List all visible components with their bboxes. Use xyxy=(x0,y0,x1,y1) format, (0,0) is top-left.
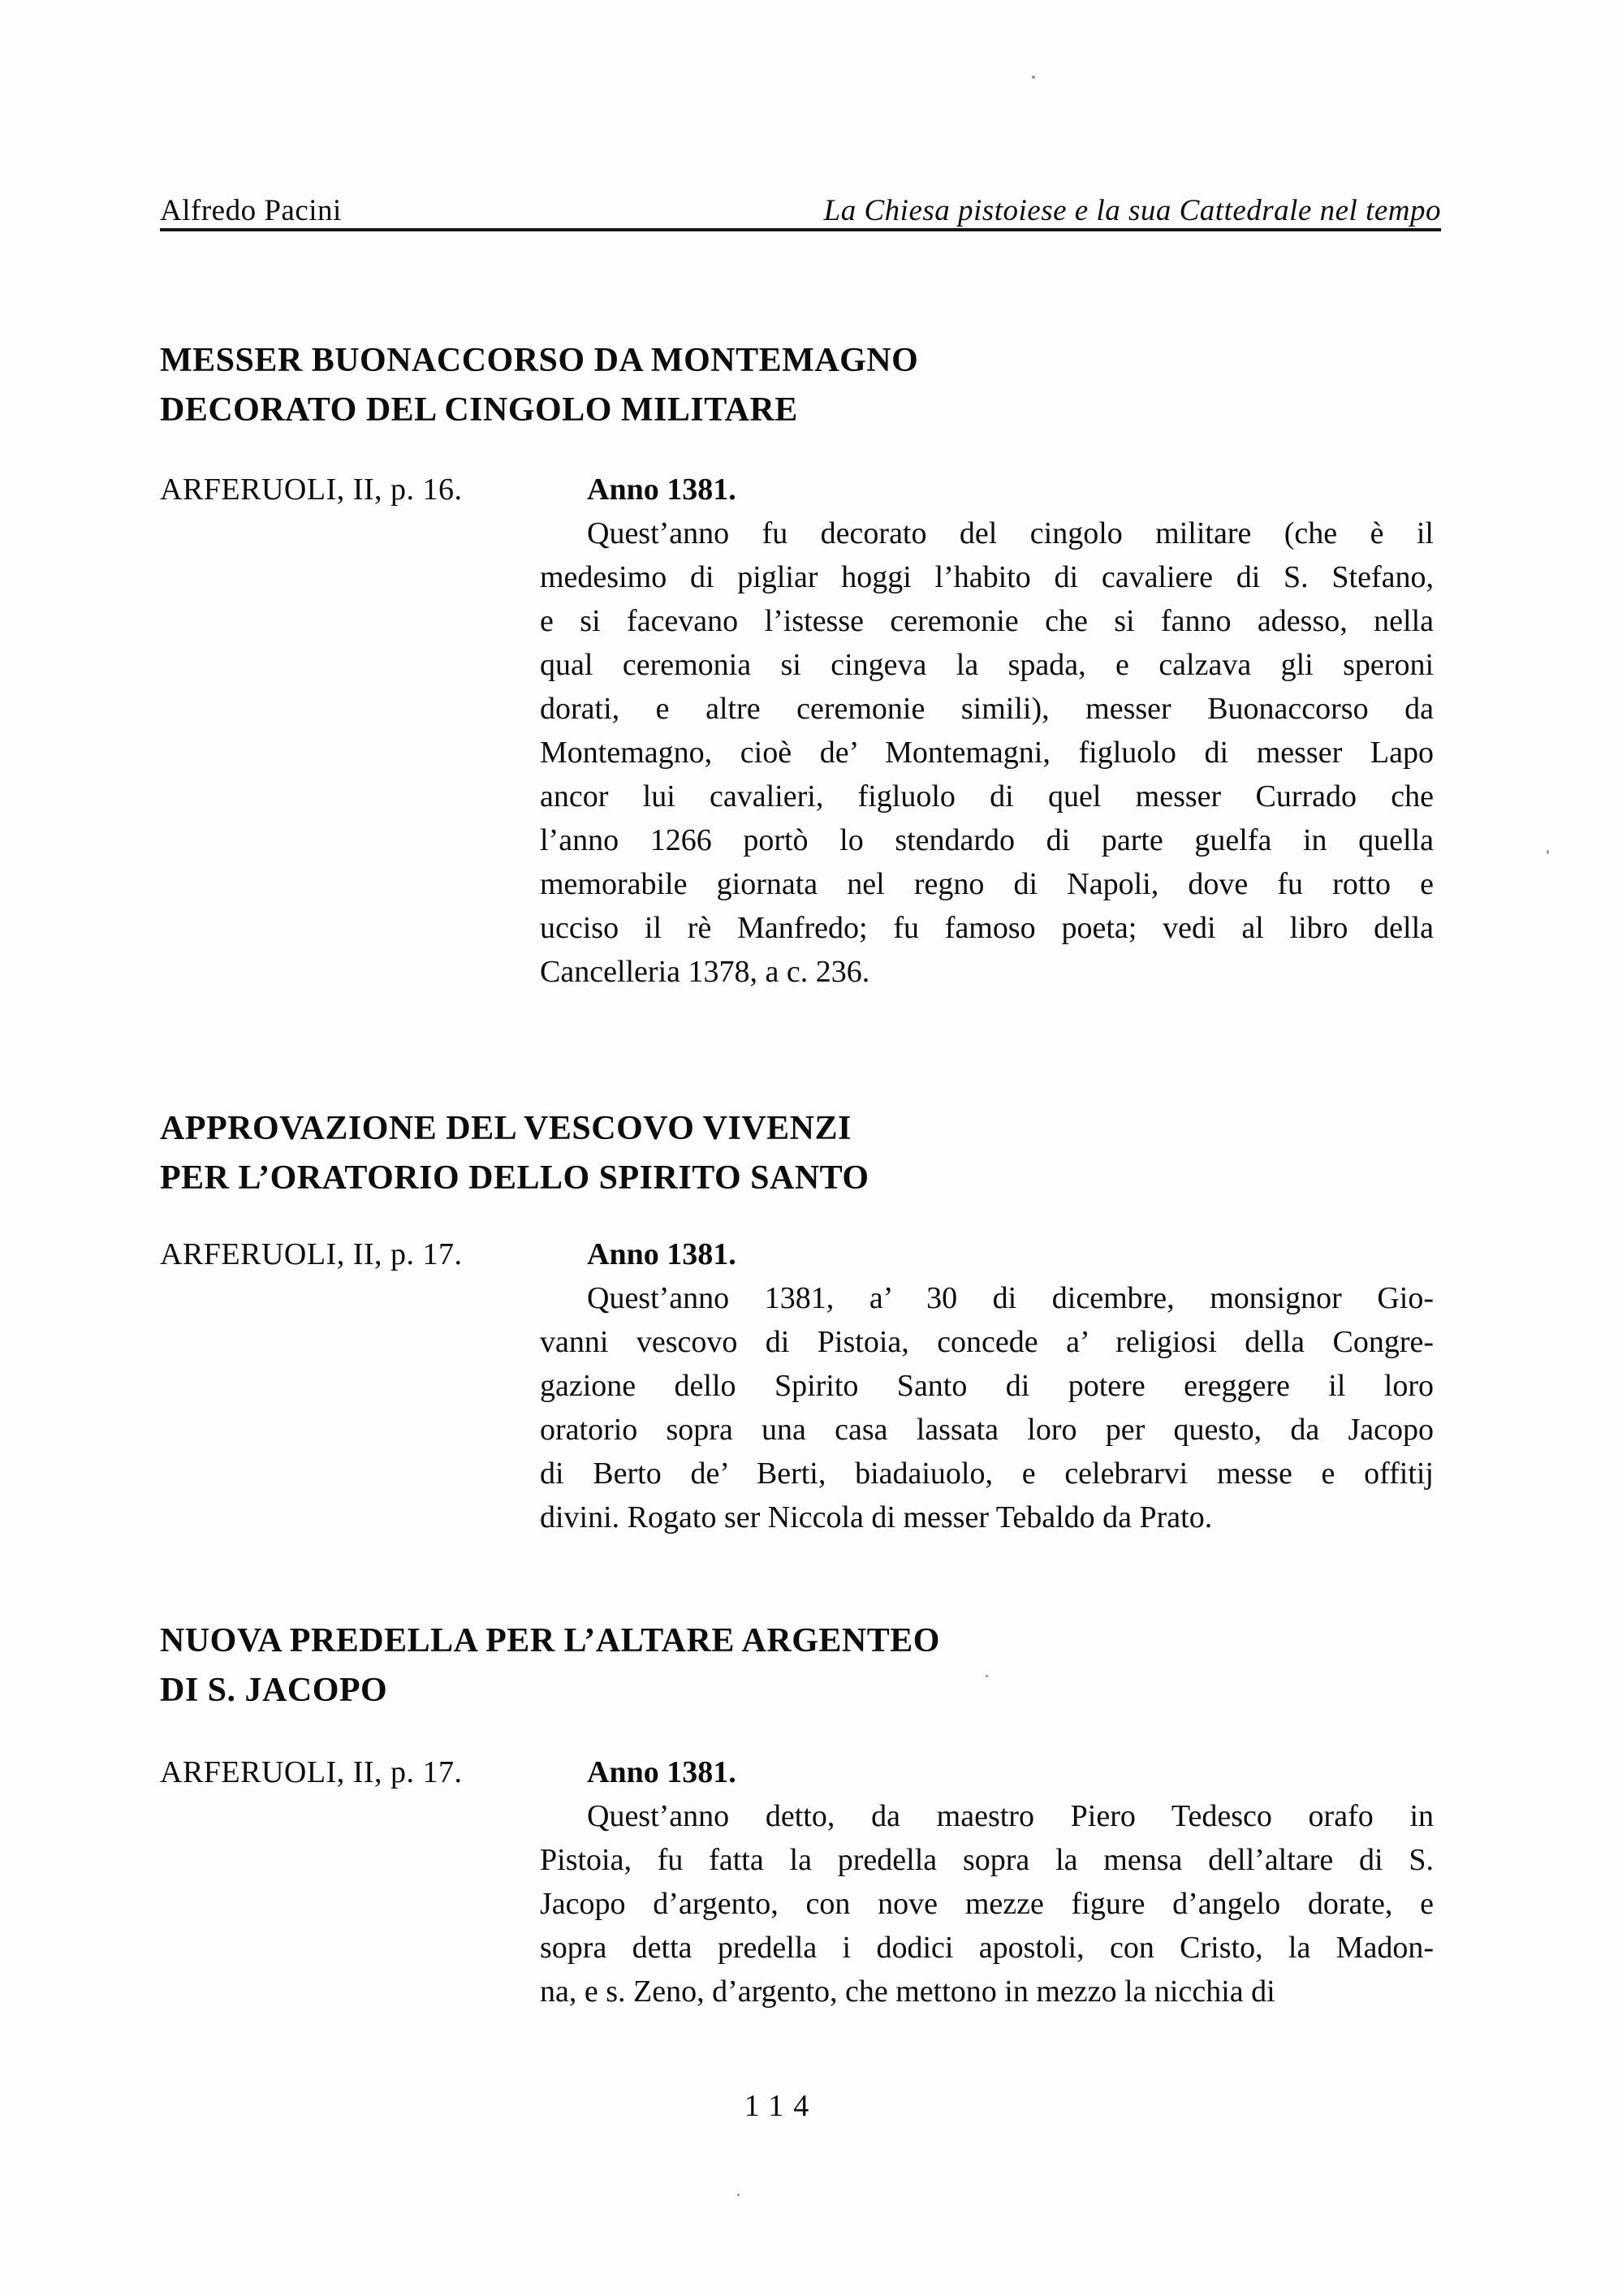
running-header-author: Alfredo Pacini xyxy=(160,194,342,227)
section-heading-line: MESSER BUONACCORSO DA MONTEMAGNO xyxy=(160,342,919,379)
section-heading-line: PER L’ORATORIO DELLO SPIRITO SANTO xyxy=(160,1159,869,1197)
source-reference: ARFERUOLI, II, p. 17. xyxy=(160,1755,463,1789)
entry-body-lines xyxy=(540,1794,1434,2013)
entry-body xyxy=(540,468,1434,994)
body-line: Quest’anno fu decorato del cingolo militare (che è il xyxy=(587,516,1434,550)
body-line: Pistoia, fu fatta la predella sopra la mensa dell’altare di S. xyxy=(540,1843,1434,1877)
source-reference: ARFERUOLI, II, p. 16. xyxy=(160,473,463,507)
body-line: Jacopo d’argento, con nove mezze figure d’angelo dorate, e xyxy=(540,1887,1434,1921)
header-rule xyxy=(160,228,1441,231)
section-heading xyxy=(160,1104,1434,1203)
year-label: Anno 1381. xyxy=(587,473,736,507)
year-label: Anno 1381. xyxy=(587,1755,736,1789)
section-heading-line: NUOVA PREDELLA PER L’ALTARE ARGENTEO xyxy=(160,1622,940,1659)
body-line: gazione dello Spirito Santo di potere ereggere il loro xyxy=(540,1369,1434,1403)
body-line: ancor lui cavalieri, figluolo di quel messer Currado che xyxy=(540,779,1434,814)
body-line: na, e s. Zeno, d’argento, che mettono in mezzo la nicchia di xyxy=(540,1974,1275,2009)
entry-body xyxy=(540,1232,1434,1539)
body-line: oratorio sopra una casa lassata loro per questo, da Jacopo xyxy=(540,1413,1434,1447)
scan-speck xyxy=(986,1675,988,1677)
body-line: medesimo di pigliar hoggi l’habito di cavaliere di S. Stefano, xyxy=(540,560,1434,594)
body-line: Quest’anno detto, da maestro Piero Tedesco orafo in xyxy=(587,1799,1434,1833)
running-header xyxy=(160,193,1441,228)
body-line: vanni vescovo di Pistoia, concede a’ religiosi della Congre- xyxy=(540,1325,1434,1359)
year-label: Anno 1381. xyxy=(587,1237,736,1271)
scan-speck xyxy=(1032,76,1035,79)
body-line: Cancelleria 1378, a c. 236. xyxy=(540,955,870,989)
body-line: di Berto de’ Berti, biadaiuolo, e celebrarvi messe e offitij xyxy=(540,1457,1434,1491)
body-line: e si facevano l’istesse ceremonie che si fanno adesso, nella xyxy=(540,604,1434,638)
body-line: ucciso il rè Manfredo; fu famoso poeta; vedi al libro della xyxy=(540,911,1434,945)
entry-body xyxy=(540,1750,1434,2013)
body-line: dorati, e altre ceremonie simili), messer Buonaccorso da xyxy=(540,692,1434,726)
body-line: memorabile giornata nel regno di Napoli, dove fu rotto e xyxy=(540,867,1434,901)
entry xyxy=(160,1750,1434,2013)
entry xyxy=(160,1232,1434,1539)
scan-speck xyxy=(737,2194,740,2196)
entry-body-lines xyxy=(540,1276,1434,1539)
section-heading-line: DECORATO DEL CINGOLO MILITARE xyxy=(160,391,798,429)
section-heading xyxy=(160,336,1434,435)
running-header-title: La Chiesa pistoiese e la sua Cattedrale nel tempo xyxy=(823,194,1441,227)
body-line: Montemagno, cioè de’ Montemagni, figluolo di messer Lapo xyxy=(540,736,1434,770)
section xyxy=(160,1616,1434,2013)
section-heading xyxy=(160,1616,1434,1716)
body-line: Quest’anno 1381, a’ 30 di dicembre, monsignor Gio- xyxy=(587,1281,1434,1315)
section xyxy=(160,1104,1434,1539)
body-line: qual ceremonia si cingeva la spada, e calzava gli speroni xyxy=(540,648,1434,682)
body-line: divini. Rogato ser Niccola di messer Tebaldo da Prato. xyxy=(540,1500,1213,1534)
body-line: sopra detta predella i dodici apostoli, con Cristo, la Madon- xyxy=(540,1931,1434,1965)
body-line: l’anno 1266 portò lo stendardo di parte guelfa in quella xyxy=(540,823,1434,857)
page-number: 114 xyxy=(744,2089,819,2123)
entry-body-lines xyxy=(540,511,1434,994)
source-reference: ARFERUOLI, II, p. 17. xyxy=(160,1237,463,1271)
scan-speck xyxy=(1547,850,1549,854)
section-heading-line: APPROVAZIONE DEL VESCOVO VIVENZI xyxy=(160,1110,852,1147)
section-heading-line: DI S. JACOPO xyxy=(160,1672,388,1709)
entry xyxy=(160,468,1434,994)
section xyxy=(160,336,1434,994)
